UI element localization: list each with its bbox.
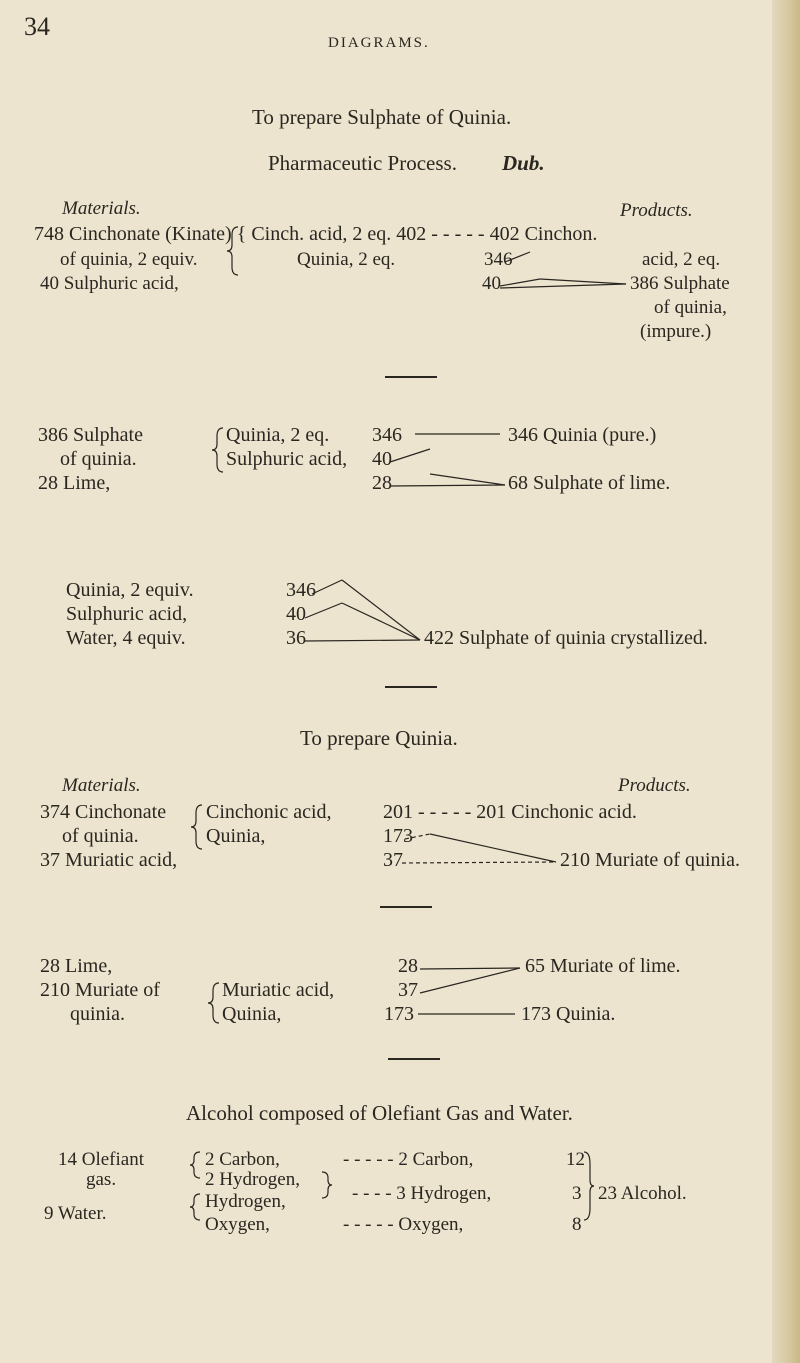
diagram1-line2b: Quinia, 2 eq. — [297, 249, 396, 270]
brace-6d — [584, 1152, 594, 1220]
diagram1-line5: (impure.) — [640, 321, 712, 342]
diagram6-line1d: 12 — [566, 1149, 585, 1170]
line-2c — [390, 485, 505, 486]
brace-2 — [212, 428, 223, 472]
diagram6-line3a: 9 Water. — [44, 1203, 107, 1224]
diagram2-line2a: of quinia. — [60, 448, 137, 470]
brace-4 — [191, 805, 202, 849]
diagram1-products-label: Products. — [620, 200, 693, 221]
diagram6-line2e: 23 Alcohol. — [598, 1183, 687, 1204]
page-number: 34 — [24, 12, 50, 41]
diagram1-title: To prepare Sulphate of Quinia. — [252, 105, 512, 129]
diagram2-line3b: 28 — [372, 472, 392, 494]
diagram1-line1: 748 Cinchonate (Kinate) { Cinch. acid, 2 eq. 402 - - - - - 402 Cinchon. — [34, 223, 598, 245]
diagram3-line2b: 40 — [286, 603, 306, 625]
line-3e — [342, 603, 420, 640]
diagram4-line1b: Cinchonic acid, — [206, 801, 332, 823]
line-3c — [305, 640, 420, 641]
diagram1-line3b: 40 — [482, 273, 501, 294]
diagram3-line2a: Sulphuric acid, — [66, 603, 188, 625]
line-1b — [500, 279, 540, 286]
diagram1-materials-label: Materials. — [62, 198, 141, 219]
diagram6-line2d: 3 — [572, 1183, 582, 1204]
diagram5-line2c: 37 — [398, 979, 418, 1001]
diagram1-line3: 40 Sulphuric acid, — [40, 273, 179, 294]
diagram5-line2b: Muriatic acid, — [222, 979, 335, 1001]
diagram6-line1b: 2 Carbon, — [205, 1149, 280, 1170]
diagram2-line2c: 40 — [372, 448, 392, 470]
diagram4-materials-label: Materials. — [62, 775, 141, 796]
diagram2-line1d: 346 Quinia (pure.) — [508, 424, 657, 446]
diagram5-line1b: 28 — [398, 955, 418, 977]
brace-5 — [208, 983, 219, 1023]
line-4b — [402, 862, 556, 863]
line-3d — [342, 580, 420, 640]
line-3a — [312, 580, 342, 594]
line-1a — [505, 252, 530, 262]
diagram6-line2b: 2 Hydrogen, — [205, 1169, 300, 1190]
diagram2-line1a: 386 Sulphate — [38, 424, 143, 446]
diagram6-line4b: Oxygen, — [205, 1214, 270, 1235]
line-5a — [420, 968, 520, 969]
diagram4-line2b: Quinia, — [206, 825, 266, 847]
diagram6-line2a: gas. — [86, 1169, 117, 1190]
diagram4-line3a: 37 Muriatic acid, — [40, 849, 178, 871]
line-4c — [430, 834, 556, 862]
diagram5-line3d: 173 Quinia. — [521, 1003, 616, 1025]
running-head: DIAGRAMS. — [328, 35, 430, 51]
diagram6-line1a: 14 Olefiant — [58, 1149, 145, 1170]
diagram1-source: Dub. — [502, 151, 545, 175]
line-3b — [305, 603, 342, 618]
diagram1-line3c: 386 Sulphate — [630, 273, 730, 294]
diagram3-line3c: 422 Sulphate of quinia crystallized. — [424, 627, 708, 649]
diagram4-line1a: 374 Cinchonate — [40, 801, 167, 823]
brace-6a — [190, 1152, 200, 1178]
diagram1-line2d: acid, 2 eq. — [642, 249, 721, 270]
line-2d — [430, 474, 505, 485]
line-1c — [500, 284, 626, 288]
diagram3-line3b: 36 — [286, 627, 306, 649]
diagram2-line1c: 346 — [372, 424, 402, 446]
diagram4-products-label: Products. — [618, 775, 691, 796]
diagram1-line4: of quinia, — [654, 297, 727, 318]
diagram5-line2a: 210 Muriate of — [40, 979, 160, 1001]
diagram6-title: Alcohol composed of Olefiant Gas and Water. — [186, 1101, 573, 1125]
diagram6-line4d: 8 — [572, 1214, 582, 1235]
brace-6b — [190, 1194, 200, 1220]
diagram1-line2c: 346 — [484, 249, 513, 270]
diagram5-line3c: 173 — [384, 1003, 414, 1025]
diagram6-line2c: - - - - 3 Hydrogen, — [352, 1183, 492, 1204]
diagram2-line3c: 68 Sulphate of lime. — [508, 472, 671, 494]
diagram4-line1c: 201 - - - - - 201 Cinchonic acid. — [383, 801, 637, 823]
line-4a — [405, 834, 430, 839]
diagram3-line1b: 346 — [286, 579, 316, 601]
diagram6-line1c: - - - - - 2 Carbon, — [343, 1149, 474, 1170]
diagram4-line3b: 37 — [383, 849, 403, 871]
line-5b — [420, 968, 520, 993]
diagram1-subtitle: Pharmaceutic Process. — [268, 151, 457, 175]
diagram2-line1b: Quinia, 2 eq. — [226, 424, 330, 446]
diagram5-line1c: 65 Muriate of lime. — [525, 955, 681, 977]
diagram4-line3c: 210 Muriate of quinia. — [560, 849, 740, 871]
diagram5-line1a: 28 Lime, — [40, 955, 113, 977]
diagram4-title: To prepare Quinia. — [300, 726, 458, 750]
diagram5-line3a: quinia. — [70, 1003, 125, 1025]
brace-6c — [322, 1172, 332, 1198]
diagram3-line3a: Water, 4 equiv. — [66, 627, 186, 649]
line-1d — [540, 279, 626, 284]
diagram4-line2c: 173 — [383, 825, 413, 847]
brace-1 — [227, 227, 238, 275]
diagram3-line1a: Quinia, 2 equiv. — [66, 579, 194, 601]
diagram1-line2: of quinia, 2 equiv. — [60, 249, 198, 270]
diagram2-line3a: 28 Lime, — [38, 472, 111, 494]
diagram6-line3b: Hydrogen, — [205, 1191, 286, 1212]
diagram2-line2b: Sulphuric acid, — [226, 448, 348, 470]
diagram4-line2a: of quinia. — [62, 825, 139, 847]
diagram6-line4c: - - - - - Oxygen, — [343, 1214, 464, 1235]
line-2b — [390, 449, 430, 462]
diagram5-line3b: Quinia, — [222, 1003, 282, 1025]
